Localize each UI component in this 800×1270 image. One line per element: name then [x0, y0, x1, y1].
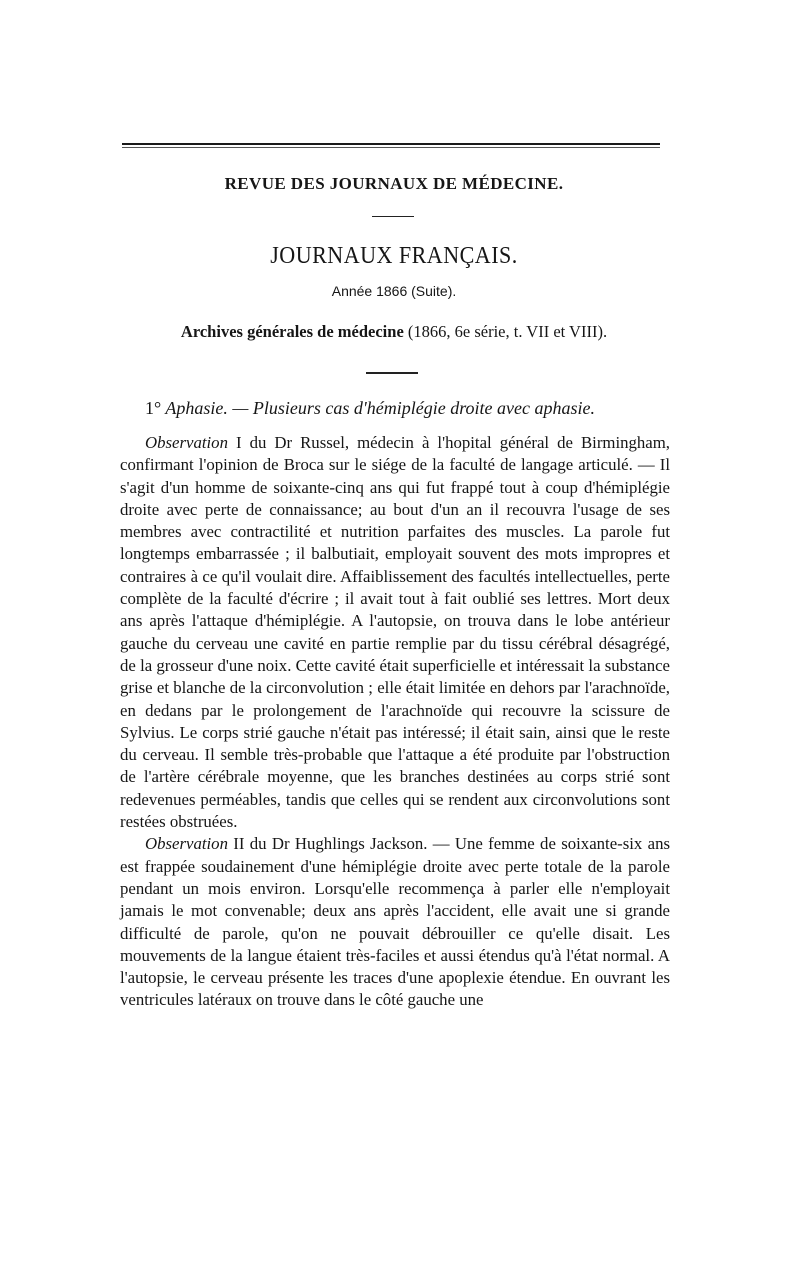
- year-line: Année 1866 (Suite).: [331, 283, 457, 299]
- divider-rule: [372, 216, 414, 217]
- article-number: 1°: [145, 398, 162, 418]
- running-title: REVUE DES JOURNAUX DE MÉDECINE.: [224, 174, 564, 193]
- divider-rule-2: [366, 372, 418, 374]
- observation-text: I du Dr Russel, médecin à l'hopital général de Birmingham, confirmant l'opinion de Broca sur le siége de la faculté de langage articulé. — Il s'agit d'un homme de soixante-cinq ans qui fut frappé tout à coup d'hémiplégie droite avec perte de connaissance; au bout d'un an il recouvra l'usage de ses membres avec contractilité et nutrition parfaites des muscles. La parole fut longtemps embarrassée ; il balbutiait, employait souvent des mots impropres et contraires à ce qu'il voulait dire. Affaiblissement des facultés intellectuelles, perte complète de la faculté d'écrire ; il avait tout à fait oublié ses lettres. Mort deux ans après l'attaque d'hémiplégie. A l'autopsie, on trouva dans le lobe antérieur gauche du cerveau une cavité en partie remplie par du tissu cérébral désagrégé, de la grosseur d'une noix. Cette cavité était superficielle et intéressait la substance grise et blanche de la circonvolution ; elle était limitée en dehors par l'arachnoïde, en dedans par le prolongement de l'arachnoïde qui recouvre la scissure de Sylvius. Le corps strié gauche n'était pas intéressé; il était sain, ainsi que le reste du cerveau. Il semble très-probable que l'attaque a été produite par l'obstruction de l'artère cérébrale moyenne, que les branches destinées au corps strié sont redevenues perméables, tandis que celles qui se rendent aux circonvolutions sont restées obstruées.: [120, 433, 670, 832]
- observation-paragraph-2: [120, 833, 670, 1011]
- observation-text: II du Dr Hughlings Jackson. — Une femme de soixante-six ans est frappée soudainement d'une hémiplégie droite avec perte totale de la parole pendant un mois environ. Lorsqu'elle recommença à parler elle n'employait jamais le mot convenable; deux ans après l'accident, elle avait une si grande difficulté de parole, qu'on ne pouvait débrouiller ce qu'elle disait. Les mouvements de la langue étaient très-faciles et aussi étendus qu'à l'état normal. A l'autopsie, le cerveau présente les traces d'une apoplexie étendue. En ouvrant les ventricules latéraux on trouve dans le côté gauche une: [120, 834, 670, 1010]
- observation-lead: Observation: [145, 834, 228, 854]
- journal-details: (1866, 6e série, t. VII et VIII).: [403, 322, 608, 341]
- article-heading: [145, 398, 665, 419]
- observation-lead: Observation: [145, 433, 228, 452]
- journal-name: Archives générales de médecine: [180, 322, 404, 341]
- observation-paragraph-1: [120, 432, 670, 833]
- article-title: Aphasie. — Plusieurs cas d'hémiplégie droite avec aphasie.: [165, 398, 595, 418]
- journal-source-line: [120, 322, 668, 342]
- header-rule: [122, 143, 660, 145]
- section-title: JOURNAUX FRANÇAIS.: [270, 243, 518, 269]
- article-body: [120, 432, 670, 1012]
